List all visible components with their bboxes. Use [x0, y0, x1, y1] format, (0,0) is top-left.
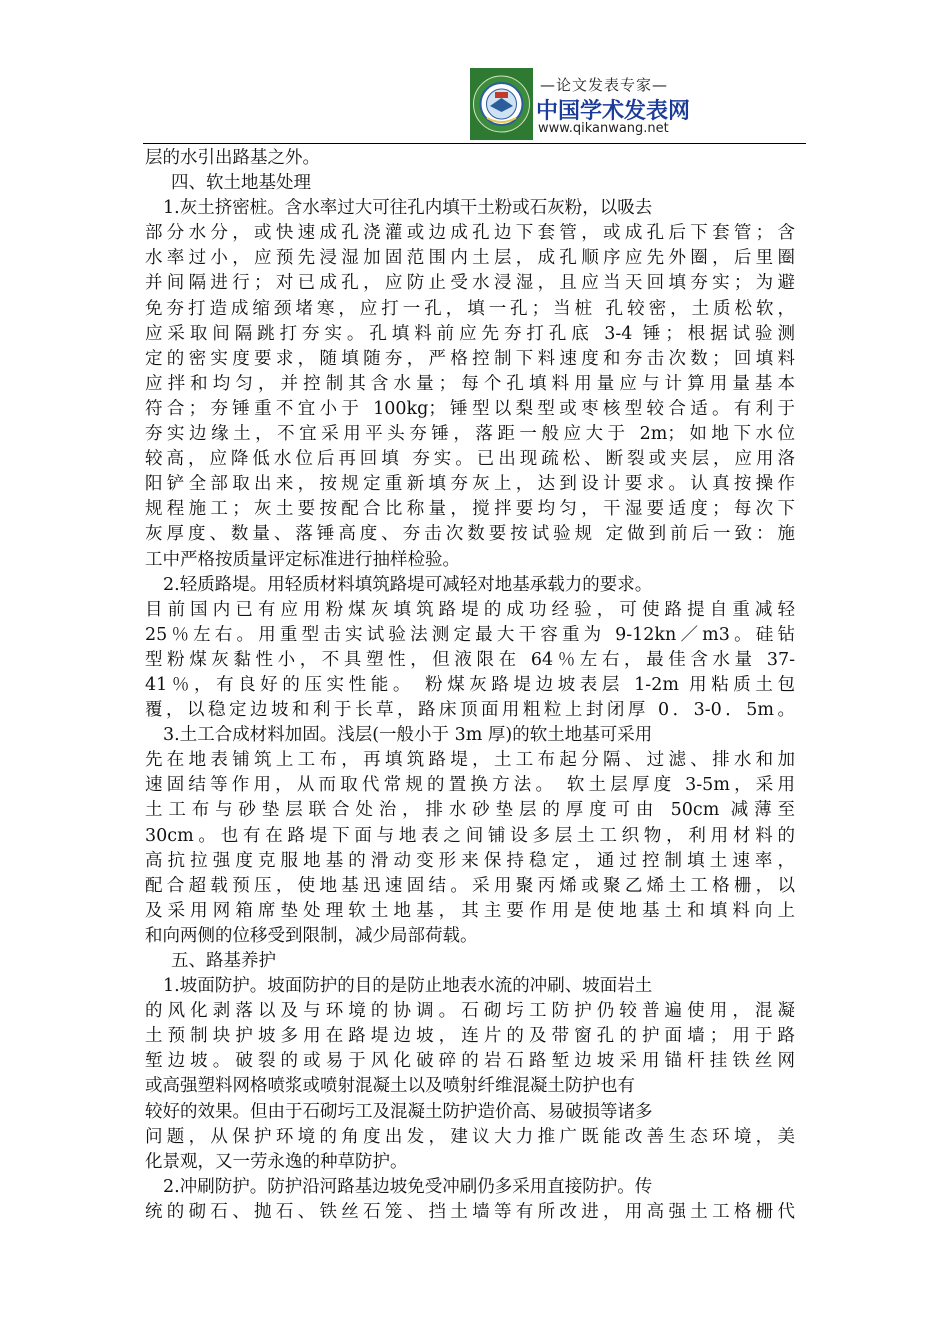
text-line: 30cm。也有在路堤下面与地表之间铺设多层土工织物，利用材料的	[145, 825, 795, 846]
text-line: 目前国内已有应用粉煤灰填筑路堤的成功经验，可使路提自重减轻	[145, 599, 795, 620]
text-line: 层的水引出路基之外。	[145, 148, 320, 168]
site-header	[470, 68, 698, 143]
text-line: 较高，应降低水位后再回填 夯实。已出现疏松、断裂或夹层，应用洛	[145, 449, 795, 470]
text-line: 免夯打造成缩颈堵寒，应打一孔，填一孔；当桩 孔较密，土质松软，	[145, 298, 795, 319]
text-line: 符合；夯锤重不宜小于 100kg；锤型以梨型或枣核型较合适。有利于	[145, 398, 795, 419]
text-line: 较好的效果。但由于石砌圬工及混凝土防护造价高、易破损等诸多	[145, 1101, 653, 1122]
text-line: 1.灰土挤密桩。含水率过大可往孔内填干土粉或石灰粉，以吸去	[163, 198, 653, 219]
site-tagline: —论文发表专家—	[540, 76, 669, 94]
text-line: 和向两侧的位移受到限制，减少局部荷载。	[145, 925, 478, 946]
site-url: www.qikanwang.net	[538, 121, 669, 136]
text-line: 土工布与砂垫层联合处治，排水砂垫层的厚度可由 50cm 减薄至	[145, 800, 795, 821]
text-line: 型粉煤灰黏性小，不具塑性，但液限在 64％左右，最佳含水量 37-	[145, 649, 795, 670]
text-line: 2.冲刷防护。防护沿河路基边坡免受冲刷仍多采用直接防护。传	[163, 1176, 653, 1197]
text-line: 规程施工；灰土要按配合比称量，搅拌要均匀，干湿要适度；每次下	[145, 499, 795, 520]
text-line: 夯实边缘土，不宜采用平头夯锤，落距一般应大于 2m；如地下水位	[145, 424, 795, 445]
text-line: 部分水分，或快速成孔浇灌或边成孔边下套管，或成孔后下套管；含	[145, 223, 795, 244]
text-line: 2.轻质路堤。用轻质材料填筑路堤可减轻对地基承载力的要求。	[163, 574, 653, 595]
text-line: 水率过小，应预先浸湿加固范围内土层，成孔顺序应先外圈，后里圈	[145, 248, 795, 269]
text-line: 堑边坡。破裂的或易于风化破碎的岩石路堑边坡采用锚杆挂铁丝网	[145, 1051, 795, 1072]
text-line: 覆，以稳定边坡和利于长草，路床顶面用粗粒上封闭厚 0．3-0．5m。	[145, 700, 795, 721]
section-heading: 五、路基养护	[171, 951, 276, 971]
text-line: 工中严格按质量评定标准进行抽样检验。	[145, 549, 460, 570]
section-heading: 四、软土地基处理	[171, 173, 311, 194]
text-line: 及采用网箱席垫处理软土地基，其主要作用是使地基土和填料向上	[145, 900, 795, 921]
text-line: 应采取间隔跳打夯实。孔填料前应先夯打孔底 3-4 锤；根据试验测	[145, 323, 795, 344]
text-line: 化景观，又一劳永逸的种草防护。	[145, 1151, 408, 1172]
header-divider	[143, 143, 806, 144]
text-line: 应拌和均匀，并控制其含水量；每个孔填料用量应与计算用量基本	[145, 373, 795, 394]
text-line: 阳铲全部取出来，按规定重新填夯灰上，达到设计要求。认真按操作	[145, 474, 795, 495]
text-line: 的风化剥落以及与环境的协调。石砌圬工防护仍较普遍使用，混凝	[145, 1001, 795, 1022]
journal-emblem-icon	[470, 68, 533, 140]
text-line: 先在地表铺筑上工布，再填筑路堤，土工布起分隔、过滤、排水和加	[145, 750, 795, 771]
article-body	[145, 146, 795, 1225]
text-line: 速固结等作用，从而取代常规的置换方法。 软土层厚度 3-5m，采用	[145, 775, 795, 796]
text-line: 25％左右。用重型击实试验法测定最大干容重为 9-12kn／m3。硅钻	[145, 624, 795, 645]
text-line: 灰厚度、数量、落锤高度、夯击次数要按试验规 定做到前后一致：施	[145, 524, 795, 545]
text-line: 或高强塑料网格喷浆或喷射混凝土以及喷射纤维混凝土防护也有	[145, 1076, 635, 1097]
text-line: 定的密实度要求，随填随夯，严格控制下料速度和夯击次数；回填料	[145, 348, 795, 369]
text-line: 统的砌石、抛石、铁丝石笼、挡土墙等有所改进，用高强土工格栅代	[145, 1201, 795, 1222]
text-line: 配合超载预压，使地基迅速固结。采用聚丙烯或聚乙烯土工格栅，以	[145, 875, 795, 896]
text-line: 3.土工合成材料加固。浅层(一般小于 3m 厚)的软土地基可采用	[163, 725, 653, 746]
text-line: 41％，有良好的压实性能。 粉煤灰路堤边坡表层 1-2m 用粘质土包	[145, 674, 795, 695]
text-line: 土预制块护坡多用在路堤边坡，连片的及带窗孔的护面墙；用于路	[145, 1026, 795, 1047]
text-line: 并间隔进行；对已成孔，应防止受水浸湿，且应当天回填夯实；为避	[145, 273, 795, 294]
site-logo	[534, 68, 698, 140]
text-line: 1.坡面防护。坡面防护的目的是防止地表水流的冲刷、坡面岩土	[163, 976, 653, 997]
text-line: 问题，从保护环境的角度出发，建议大力推广既能改善生态环境，美	[145, 1126, 795, 1147]
site-name: 中国学术发表网	[536, 99, 691, 124]
text-line: 高抗拉强度克服地基的滑动变形来保持稳定，通过控制填土速率，	[145, 850, 795, 871]
